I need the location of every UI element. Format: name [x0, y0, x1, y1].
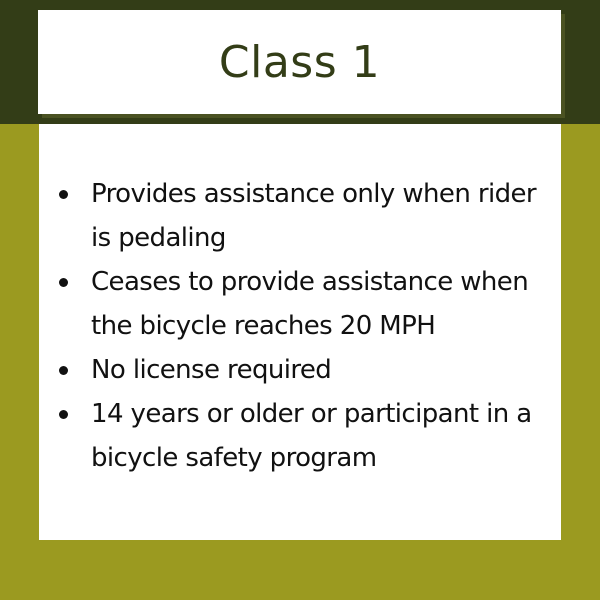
bullet-list	[39, 172, 561, 480]
bullet-text: Ceases to provide assistance when the bicycle reaches 20 MPH	[91, 267, 529, 341]
bullet-icon	[59, 190, 68, 199]
content-card	[39, 124, 561, 540]
list-item	[39, 260, 561, 348]
list-item	[39, 172, 561, 260]
page-title: Class 1	[218, 36, 381, 88]
bullet-text: No license required	[91, 355, 332, 385]
bullet-text: 14 years or older or participant in a bicycle safety program	[91, 399, 532, 473]
list-item	[39, 348, 561, 392]
bullet-icon	[59, 410, 68, 419]
bullet-icon	[59, 366, 68, 375]
bullet-icon	[59, 278, 68, 287]
list-item	[39, 392, 561, 480]
bullet-text: Provides assistance only when rider is pedaling	[91, 179, 536, 253]
title-card	[38, 10, 561, 114]
